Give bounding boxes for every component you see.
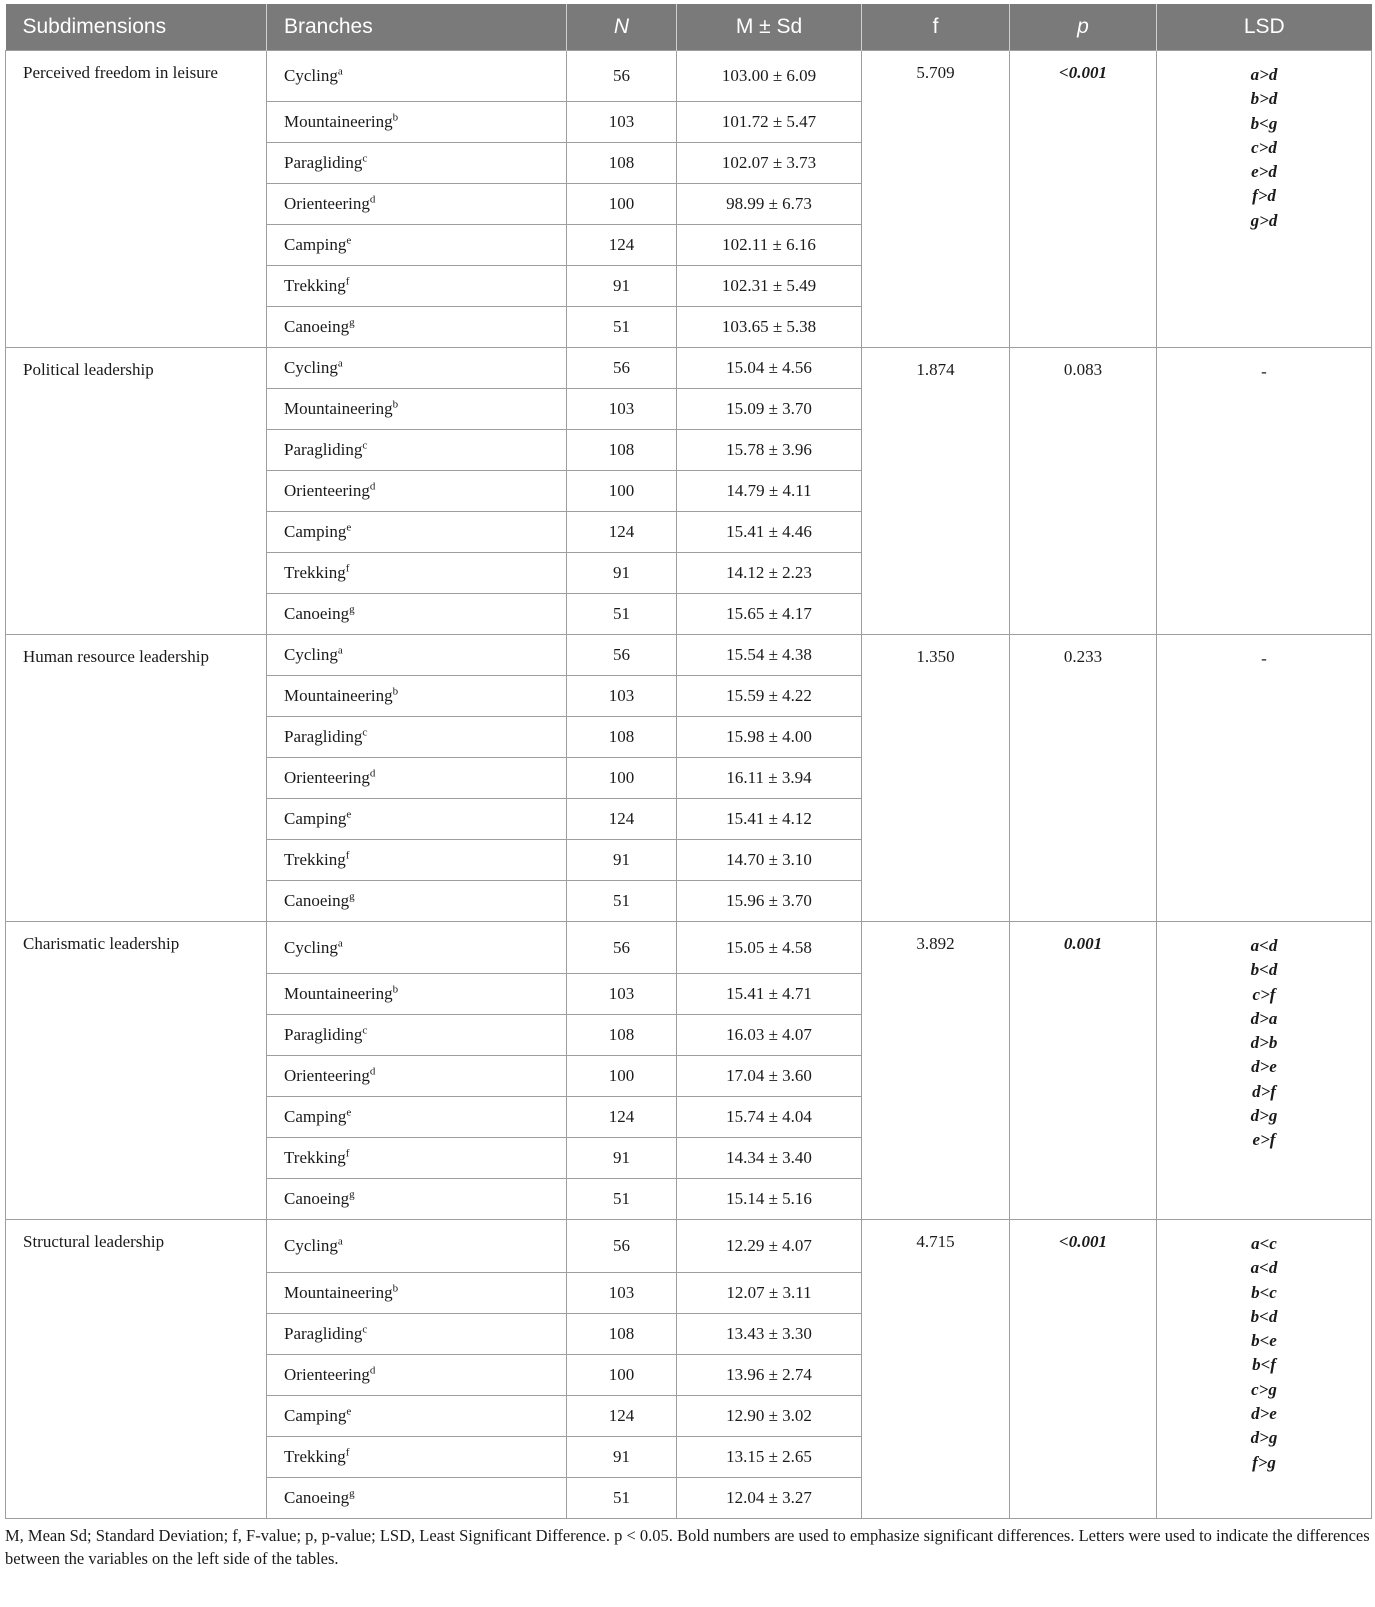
mean-sd-cell: 101.72 ± 5.47 (677, 102, 862, 143)
mean-sd-cell: 14.79 ± 4.11 (677, 471, 862, 512)
branch-name: Camping (284, 809, 347, 828)
lsd-comparison: a<d (1250, 1258, 1278, 1278)
subdimension-cell: Political leadership (6, 348, 267, 635)
mean-sd-cell: 15.96 ± 3.70 (677, 881, 862, 922)
f-value-cell: 1.874 (862, 348, 1010, 635)
lsd-comparison: b<c (1251, 1282, 1277, 1302)
p-value-cell: <0.001 (1010, 1220, 1157, 1519)
n-cell: 100 (567, 1056, 677, 1097)
mean-sd-cell: 102.31 ± 5.49 (677, 266, 862, 307)
mean-sd-cell: 102.11 ± 6.16 (677, 225, 862, 266)
branch-name: Cycling (284, 358, 338, 377)
n-cell: 56 (567, 1220, 677, 1273)
lsd-cell (1157, 1220, 1372, 1519)
branch-cell (267, 471, 567, 512)
branch-name: Camping (284, 1107, 347, 1126)
branch-superscript: f (345, 1446, 350, 1459)
n-cell: 108 (567, 1314, 677, 1355)
branch-name: Paragliding (284, 1324, 363, 1343)
mean-sd-cell: 15.05 ± 4.58 (677, 922, 862, 974)
branch-name: Orienteering (284, 194, 370, 213)
mean-sd-cell: 12.07 ± 3.11 (677, 1273, 862, 1314)
table-row (6, 348, 1372, 389)
branch-superscript: d (369, 480, 376, 493)
anova-table (5, 4, 1372, 1519)
mean-sd-cell: 14.70 ± 3.10 (677, 840, 862, 881)
n-cell: 108 (567, 143, 677, 184)
branch-cell (267, 1478, 567, 1519)
branch-name: Orienteering (284, 481, 370, 500)
n-cell: 56 (567, 922, 677, 974)
branch-cell (267, 51, 567, 102)
branch-cell (267, 102, 567, 143)
header-f: f (862, 4, 1010, 51)
branch-cell (267, 1355, 567, 1396)
table-row (6, 635, 1372, 676)
mean-sd-cell: 15.74 ± 4.04 (677, 1097, 862, 1138)
branch-name: Orienteering (284, 768, 370, 787)
branch-superscript: a (337, 65, 343, 78)
branch-superscript: d (369, 1364, 376, 1377)
lsd-cell (1157, 922, 1372, 1220)
branch-cell (267, 1396, 567, 1437)
lsd-comparison: a<c (1251, 1234, 1277, 1253)
n-cell: 103 (567, 102, 677, 143)
branch-cell (267, 758, 567, 799)
branch-superscript: c (362, 439, 368, 452)
n-cell: 91 (567, 1138, 677, 1179)
lsd-comparison: b<d (1250, 1306, 1278, 1326)
mean-sd-cell: 103.00 ± 6.09 (677, 51, 862, 102)
lsd-comparison: e>f (1252, 1130, 1276, 1150)
lsd-comparison: d>e (1251, 1057, 1277, 1077)
branch-cell (267, 676, 567, 717)
n-cell: 108 (567, 1015, 677, 1056)
branch-name: Paragliding (284, 1025, 363, 1044)
branch-superscript: a (337, 1235, 343, 1248)
branch-superscript: f (345, 1147, 350, 1160)
mean-sd-cell: 98.99 ± 6.73 (677, 184, 862, 225)
lsd-comparison: f>d (1252, 186, 1276, 206)
branch-superscript: b (392, 983, 399, 996)
n-cell: 103 (567, 676, 677, 717)
p-value-cell: 0.083 (1010, 348, 1157, 635)
branch-superscript: b (392, 398, 399, 411)
mean-sd-cell: 15.14 ± 5.16 (677, 1179, 862, 1220)
branch-name: Mountaineering (284, 984, 393, 1003)
n-cell: 91 (567, 1437, 677, 1478)
branch-superscript: f (345, 275, 350, 288)
table-footnote: M, Mean Sd; Standard Deviation; f, F-value; p, p-value; LSD, Least Significant Difference. p < 0.05. Bold numbers are used to emphasize significant differences. Letters were used to indicate the differences between the variables on the left side of the tables. (5, 1526, 1370, 1568)
mean-sd-cell: 103.65 ± 5.38 (677, 307, 862, 348)
branch-name: Cycling (284, 937, 338, 957)
branch-name: Trekking (284, 850, 346, 869)
n-cell: 124 (567, 225, 677, 266)
header-lsd: LSD (1157, 4, 1372, 51)
branch-superscript: d (369, 193, 376, 206)
branch-cell (267, 143, 567, 184)
branch-name: Mountaineering (284, 399, 393, 418)
lsd-comparison: e>d (1251, 162, 1277, 182)
branch-cell (267, 266, 567, 307)
mean-sd-cell: 16.11 ± 3.94 (677, 758, 862, 799)
table-row (6, 922, 1372, 974)
branch-name: Trekking (284, 1148, 346, 1167)
p-value-cell: 0.233 (1010, 635, 1157, 922)
branch-superscript: c (362, 726, 368, 739)
mean-sd-cell: 15.54 ± 4.38 (677, 635, 862, 676)
lsd-cell (1157, 348, 1372, 635)
branch-cell (267, 881, 567, 922)
lsd-cell (1157, 635, 1372, 922)
branch-superscript: d (369, 1065, 376, 1078)
mean-sd-cell: 12.04 ± 3.27 (677, 1478, 862, 1519)
f-value-cell: 4.715 (862, 1220, 1010, 1519)
branch-superscript: c (362, 1024, 368, 1037)
subdimension-cell: Charismatic leadership (6, 922, 267, 1220)
n-cell: 100 (567, 184, 677, 225)
header-branches: Branches (267, 4, 567, 51)
header-msd: M ± Sd (677, 4, 862, 51)
n-cell: 108 (567, 717, 677, 758)
n-cell: 100 (567, 471, 677, 512)
mean-sd-cell: 12.29 ± 4.07 (677, 1220, 862, 1273)
branch-name: Trekking (284, 1447, 346, 1466)
n-cell: 108 (567, 430, 677, 471)
mean-sd-cell: 15.41 ± 4.71 (677, 974, 862, 1015)
lsd-comparison: d>a (1250, 1008, 1278, 1028)
lsd-comparison: c>d (1251, 137, 1277, 157)
branch-name: Mountaineering (284, 1283, 393, 1302)
n-cell: 124 (567, 512, 677, 553)
mean-sd-cell: 15.65 ± 4.17 (677, 594, 862, 635)
subdimension-cell: Structural leadership (6, 1220, 267, 1519)
branch-name: Canoeing (284, 891, 350, 910)
branch-cell (267, 1220, 567, 1273)
table-row (6, 51, 1372, 102)
branch-name: Canoeing (284, 604, 350, 623)
mean-sd-cell: 15.09 ± 3.70 (677, 389, 862, 430)
branch-cell (267, 389, 567, 430)
lsd-comparison: b<d (1250, 960, 1278, 980)
lsd-comparison: d>g (1250, 1428, 1278, 1448)
n-cell: 100 (567, 1355, 677, 1396)
branch-cell (267, 1273, 567, 1314)
branch-superscript: g (349, 603, 355, 616)
n-cell: 124 (567, 799, 677, 840)
branch-superscript: c (362, 152, 368, 165)
branch-name: Trekking (284, 276, 346, 295)
lsd-comparison: d>f (1252, 1081, 1276, 1101)
branch-cell (267, 430, 567, 471)
lsd-comparison: g>d (1250, 210, 1278, 230)
branch-superscript: g (349, 1487, 355, 1500)
branch-superscript: f (345, 849, 350, 862)
mean-sd-cell: 14.34 ± 3.40 (677, 1138, 862, 1179)
lsd-cell (1157, 51, 1372, 348)
branch-cell (267, 1138, 567, 1179)
n-cell: 100 (567, 758, 677, 799)
subdimension-cell: Human resource leadership (6, 635, 267, 922)
branch-name: Paragliding (284, 727, 363, 746)
branch-cell (267, 594, 567, 635)
branch-cell (267, 840, 567, 881)
lsd-comparison: - (1261, 362, 1267, 381)
branch-cell (267, 1056, 567, 1097)
n-cell: 56 (567, 348, 677, 389)
lsd-comparison: d>b (1250, 1033, 1278, 1053)
f-value-cell: 3.892 (862, 922, 1010, 1220)
n-cell: 91 (567, 266, 677, 307)
branch-superscript: a (337, 936, 343, 949)
branch-superscript: f (345, 562, 350, 575)
branch-cell (267, 1314, 567, 1355)
header-n: N (567, 4, 677, 51)
branch-name: Camping (284, 235, 347, 254)
branch-name: Paragliding (284, 440, 363, 459)
mean-sd-cell: 15.78 ± 3.96 (677, 430, 862, 471)
mean-sd-cell: 15.41 ± 4.12 (677, 799, 862, 840)
branch-name: Mountaineering (284, 686, 393, 705)
mean-sd-cell: 12.90 ± 3.02 (677, 1396, 862, 1437)
n-cell: 91 (567, 840, 677, 881)
lsd-comparison: c>g (1251, 1379, 1277, 1399)
table-row (6, 1220, 1372, 1273)
branch-superscript: g (349, 316, 355, 329)
branch-cell (267, 799, 567, 840)
branch-name: Mountaineering (284, 112, 393, 131)
mean-sd-cell: 17.04 ± 3.60 (677, 1056, 862, 1097)
lsd-comparison: - (1261, 649, 1267, 668)
branch-superscript: c (362, 1323, 368, 1336)
n-cell: 103 (567, 389, 677, 430)
n-cell: 56 (567, 635, 677, 676)
branch-name: Canoeing (284, 1488, 350, 1507)
lsd-comparison: d>g (1250, 1106, 1278, 1126)
f-value-cell: 5.709 (862, 51, 1010, 348)
branch-name: Paragliding (284, 153, 363, 172)
branch-cell (267, 922, 567, 974)
branch-cell (267, 1097, 567, 1138)
branch-name: Orienteering (284, 1066, 370, 1085)
branch-cell (267, 348, 567, 389)
branch-cell (267, 717, 567, 758)
p-value-cell: <0.001 (1010, 51, 1157, 348)
branch-cell (267, 1179, 567, 1220)
branch-name: Canoeing (284, 1189, 350, 1208)
branch-name: Orienteering (284, 1365, 370, 1384)
n-cell: 51 (567, 881, 677, 922)
n-cell: 124 (567, 1396, 677, 1437)
branch-superscript: e (346, 234, 352, 247)
n-cell: 56 (567, 51, 677, 102)
branch-superscript: e (346, 1106, 352, 1119)
n-cell: 91 (567, 553, 677, 594)
branch-name: Camping (284, 522, 347, 541)
lsd-comparison: b<g (1250, 113, 1278, 133)
branch-superscript: b (392, 685, 399, 698)
branch-name: Camping (284, 1406, 347, 1425)
branch-cell (267, 307, 567, 348)
branch-superscript: d (369, 767, 376, 780)
header-row (6, 4, 1372, 51)
mean-sd-cell: 15.59 ± 4.22 (677, 676, 862, 717)
mean-sd-cell: 102.07 ± 3.73 (677, 143, 862, 184)
mean-sd-cell: 15.98 ± 4.00 (677, 717, 862, 758)
branch-superscript: e (346, 1405, 352, 1418)
branch-cell (267, 225, 567, 266)
branch-superscript: a (337, 644, 343, 657)
n-cell: 103 (567, 1273, 677, 1314)
branch-cell (267, 1015, 567, 1056)
n-cell: 103 (567, 974, 677, 1015)
branch-name: Cycling (284, 66, 338, 85)
mean-sd-cell: 16.03 ± 4.07 (677, 1015, 862, 1056)
branch-superscript: g (349, 1188, 355, 1201)
n-cell: 124 (567, 1097, 677, 1138)
mean-sd-cell: 15.04 ± 4.56 (677, 348, 862, 389)
lsd-comparison: d>e (1251, 1404, 1277, 1424)
n-cell: 51 (567, 307, 677, 348)
mean-sd-cell: 13.96 ± 2.74 (677, 1355, 862, 1396)
lsd-comparison: b<e (1251, 1331, 1277, 1351)
branch-superscript: a (337, 357, 343, 370)
branch-name: Trekking (284, 563, 346, 582)
branch-superscript: b (392, 1282, 399, 1295)
branch-superscript: e (346, 521, 352, 534)
branch-superscript: e (346, 808, 352, 821)
table-body (6, 51, 1372, 1519)
mean-sd-cell: 13.15 ± 2.65 (677, 1437, 862, 1478)
branch-name: Cycling (284, 645, 338, 664)
subdimension-cell: Perceived freedom in leisure (6, 51, 267, 348)
mean-sd-cell: 13.43 ± 3.30 (677, 1314, 862, 1355)
branch-cell (267, 184, 567, 225)
branch-cell (267, 512, 567, 553)
lsd-comparison: b<f (1252, 1355, 1276, 1375)
header-subdimensions: Subdimensions (6, 4, 267, 51)
mean-sd-cell: 14.12 ± 2.23 (677, 553, 862, 594)
header-p: p (1010, 4, 1157, 51)
n-cell: 51 (567, 1478, 677, 1519)
branch-cell (267, 1437, 567, 1478)
branch-cell (267, 974, 567, 1015)
n-cell: 51 (567, 594, 677, 635)
lsd-comparison: c>f (1252, 984, 1276, 1004)
lsd-comparison: a<d (1250, 936, 1278, 955)
n-cell: 51 (567, 1179, 677, 1220)
branch-cell (267, 553, 567, 594)
lsd-comparison: a>d (1250, 65, 1278, 84)
lsd-comparison: b>d (1250, 89, 1278, 109)
branch-superscript: b (392, 111, 399, 124)
f-value-cell: 1.350 (862, 635, 1010, 922)
branch-name: Canoeing (284, 317, 350, 336)
branch-superscript: g (349, 890, 355, 903)
lsd-comparison: f>g (1252, 1452, 1276, 1472)
branch-cell (267, 635, 567, 676)
mean-sd-cell: 15.41 ± 4.46 (677, 512, 862, 553)
branch-name: Cycling (284, 1236, 338, 1255)
p-value-cell: 0.001 (1010, 922, 1157, 1220)
